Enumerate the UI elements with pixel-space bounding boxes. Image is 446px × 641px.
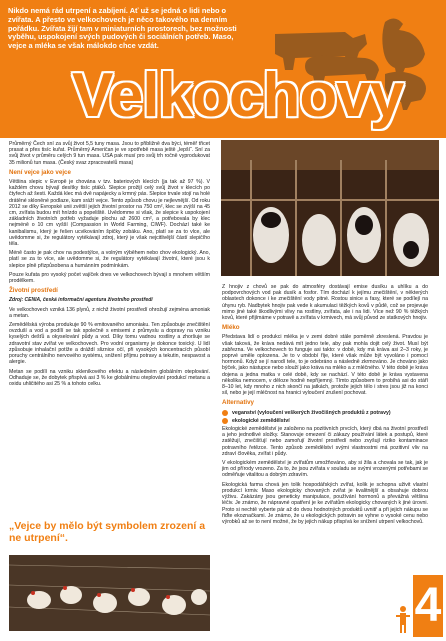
- left-column: [9, 141, 210, 390]
- source-note: Zdroj: CENIA, česká informační agentura životního prostředí: [9, 297, 153, 304]
- alternative-label: veganství (vyloučení veškerých živočišných produktů z potravy): [232, 409, 391, 416]
- page-number: 4: [413, 575, 443, 637]
- page-title: Velkochovy: [72, 61, 404, 130]
- photo-pigs-in-stalls: [221, 140, 439, 276]
- intro-paragraph: Průměrný Čech sní za svůj život 5,5 tuny masa. Jsou to přibližně dva býci, téměř třicet prasat a přes tisíc kuřat. Průměrný Američan je ve spotřebě masa ještě „lepší“. Sní za svůj život v průměru celých 9 tun masa. USA pak musí pro svůj trh ročně vyprodukovat 35 milionů tun masa. (Český svaz zpracovatelů masa): [9, 141, 210, 166]
- paragraph: Ekologická farma chová jen tolik hospodářských zvířat, kolik je schopna uživit vlastní produkcí krmiv. Maso ekologicky chovaných zvířat je kvalitnější a obsahuje dobrou výživu. Zakázány jsou geneticky manipulace, používání hormonů a převážná většina léčiv. Je známo, že nápravné opatření je ke zvířatům ekologicky chovaných k jiné úrovni. Proto si nechtě vyberte pár až do dvou hodnotných produktů uvnitř a při jejich nákupu se řiďte ekoznačkami. Je známo, že u ekologických potravin se vyhne o vysoké cenu nebo výrobků až se to není možné, že by jejich nákup přispívá ke snížení utrpení velkochovů.: [222, 481, 428, 525]
- alternative-label: ekologické zemědělství: [232, 417, 290, 424]
- photo-battery-cages: [9, 555, 210, 631]
- section-heading-milk: Mléko: [222, 324, 240, 332]
- right-column: [222, 284, 428, 528]
- paragraph: Ve velkochovech vzniká 136 plynů, z nichž životní prostředí ohrožují zejména amoniak a metan.: [9, 306, 210, 319]
- paragraph: Pouze kuřata pro vysoký počet vajíček dnes ve velkochovech bývají s mnohem větším prodělkem.: [9, 271, 210, 285]
- section-heading-alternatives: Alternativy: [222, 399, 254, 407]
- intro-text: Nikdo nemá rád utrpení a zabíjení. Ať už se jedná o lidi nebo o zvířata. A přesto ve velkochovech je něco takového na denním pořádku. Zvířata žijí tam v miniaturních prostorech, bez možnosti vyběhu, uspokojení svých pudových či sociálních potřeb. Maso, vejce a mléka se však málokdo chce vzdát.: [8, 6, 237, 51]
- paragraph: Většina slepic v Evropě je chována v tzv. bateriových klecích (ja tak až 97 %). V každém chovu bývají desítky tisíc ptáků. Slepice prožijí celý svůj život v klecích po čtyřech až šesti. Každá klec má dvě napájecky a krmný pás. Slepice trvale stojí na holé drátěné skloněné podlaze, kam sráží vejce. Tento způsob chovu je nejlevnější. Od roku 2012 se díky Evropské unii zvětší jejich životní prostor na 750 cm², klec se zvýší na 45 cm, zvířata budou mít hnízdo a popeliště. Uvědomme si však, že slepice k uspokojení základních životních potřeb vyžaduje plochu až 2600 cm², a potřebovala by klec nejméně o 10 cm vyšší (Compassion in World Farming, CIWF). Dochází také ke kanibalismu, který je řešen ucvikováním špičky zobáku. Ano, platí se za to vlce, ale uvědomme si, že regulátory vytékávají zdroj, který je však nejcitlivější částí slepičího těla.: [9, 179, 210, 248]
- paragraph: Méně často je pak chov na podestýlce, a volným výběhem nebo chov ekologický. Ano, platí se za to více, ale uvědomme si, že regulátory vytékávají životní, které jsou k slepice plně přizpůsobena a humánním podmínkám.: [9, 250, 210, 269]
- paragraph: Metan se podílí na vzniku skleníkového efektu a následném globálním oteplování. Odhaduje se, že dobytek přispívá asi 3 % ke globálnímu oteplování produkcí metanu a oxidu uhličitého asi 25 % a tohoto celku.: [9, 368, 210, 387]
- paragraph: Zemědělská výroba produkuje 90 % emitovaného amoniaku. Ten způsobuje znečištění ovzduší a vod a podílí se tak společně s emisemi z průmyslu a dopravy na vzniku kyselých dešťů a okyselování půdy a vod. Díky tomu vadnou rostliny a zhoršuje se zdravotní stav zvířat ve velkochovech. Pro vodní organismy je dokonce toxický. U lidí způsobuje inhalační potíže a dráždí sliznice očí, při vysokých koncentracích působí poruchy centrálního nervového systému, snížení příjmu potravy a tekutin, nespavost a alergie.: [9, 322, 210, 366]
- organization-logo-icon: [393, 603, 413, 637]
- section-heading-eggs: Není vejce jako vejce: [9, 168, 71, 176]
- paragraph: Z hnojiv z chovů se pak do atmosféry dostávají emise dusíku a uhlíku a do podpovrchových vod pak dusík a fosfor. Tím dochází k jejímu znečištění, v některých oblastech dokonce i ke znečištění vody pitné. Rostou sinice a řasy, které se podílejí na úhynu ryb. Nadbytek hnojiv pak vede k akumulaci těžkých kovů v půdě, což se projevuje mimo jiné také škodlivými vlivy na rostliny, zvířata, ale i na lidi. Více než 90 % těžkých kovů, které přijímáme v potravě a zvířata v krmivech, má svůj původ ze statkových hnojiv.: [222, 284, 428, 322]
- paragraph: Představa lidí o produkci mléka je v zemi dobré stále poměrně zkreslená. Pravdou je však taková, že kráva nedává mít jedno tele, aby pak mohla dojit celý život. Musí být zabřezna. Ve velkochovech to funguje asi takto: v době, kdy má kráva asi 2–3 roky, je poprvé uměle oplozena. Je to v období říje, které však může být vyvoláno i pomocí hormonů. Když se jí narodí tele, to je odebráno a následně zkrmováno. Je chováno jako býček, jako nástupce nebo slouží jako kráva na mléko a z mléčného. V této době je kráva dojena a jedna matka v celé době, kdy se nachází. V této době je kráva vystavena několika nemocem, v děloze hodně nepříjemný. Tímto způsobem to probíhá asi do stáří 8–10 let, kdy mnoho z nich skončí na jatkách, protože jejich tělo i stres jsou již na konci sil, nebo je její mléčnost na hranici vyloučení zrušení pochovat.: [222, 334, 428, 397]
- bullet-icon: [222, 410, 228, 416]
- hens-photo-illustration: [9, 555, 210, 631]
- pigs-photo-illustration: [221, 140, 439, 276]
- bullet-icon: [222, 418, 228, 424]
- alternative-item: [222, 418, 428, 424]
- section-heading-environment: Životní prostředí: [9, 287, 58, 295]
- paragraph: Ekologické zemědělství je založeno na pozitivních prvcích, který dbá na životní prostředí a jeho jednotlivé složky. Stanovuje omezení či zákazy používání látek a postupů, které zatěžují, znečišťují nebo zamořují životní prostředí nebo zvyšují riziko kontaminace potravního řetězce. Tento způsob zemědělství svými vlastnostmi má pozitivní vliv na zdraví člověka, zvířat i půdy.: [222, 426, 428, 457]
- alternative-item: [222, 410, 428, 416]
- paragraph: V ekologickém zemědělství je zvířatům umožňováno, aby si žila a chovala se tak, jak je jim od přírody vrozeno. Za to, že jsou zvířata v souladu se svými vrozenými potřebami se odměňuje vitalitou a dobrým zdravím.: [222, 460, 428, 479]
- pull-quote: „Vejce by mělo být symbolem zrození a ne utrpení“.: [9, 520, 206, 544]
